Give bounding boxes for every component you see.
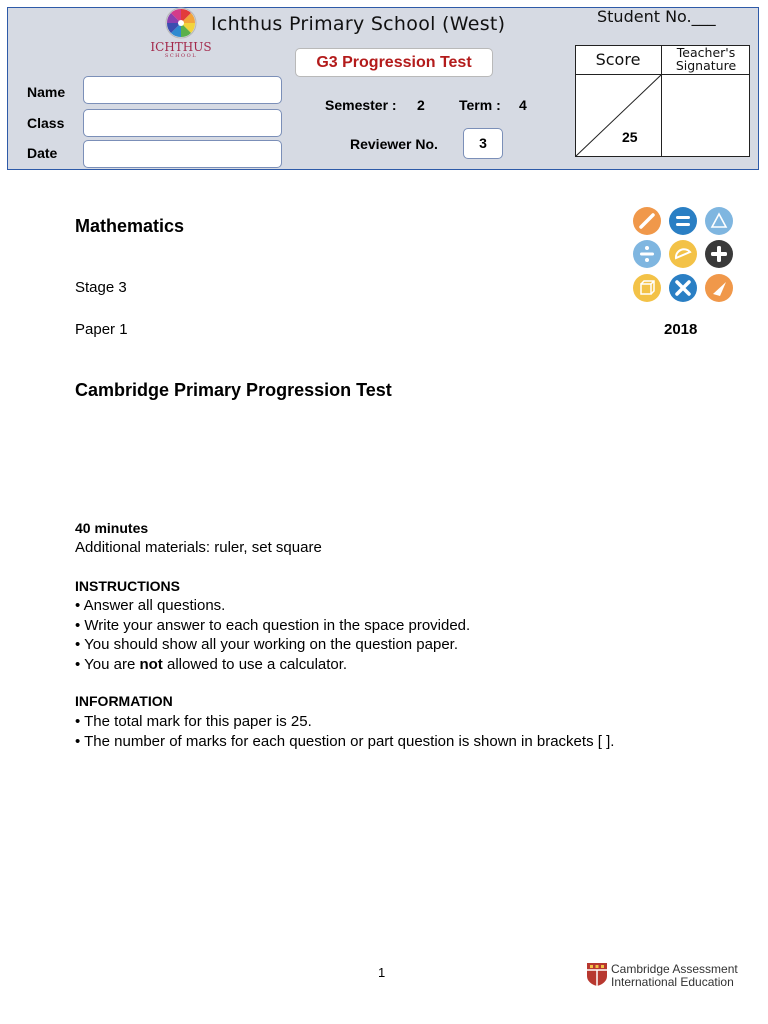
semester-value: 2 — [417, 97, 425, 113]
name-field[interactable] — [83, 76, 282, 104]
cube-icon — [633, 274, 661, 302]
instruction-calc-emphasis: not — [139, 655, 163, 673]
divide-icon — [633, 240, 661, 268]
information-item: • The number of marks for each question or part question is shown in brackets [ ]. — [75, 732, 615, 750]
score-total: 25 — [622, 129, 638, 145]
instruction-calc-suffix: allowed to use a calculator. — [162, 655, 348, 673]
logo-wordmark: ICHTHUS — [150, 40, 212, 54]
instruction-calc-prefix: • You are — [75, 655, 140, 673]
paper-label: Paper 1 — [75, 321, 128, 338]
student-number-label: Student No.___ — [597, 7, 716, 26]
class-label: Class — [27, 115, 65, 131]
publisher-name-line2: International Education — [611, 975, 734, 989]
subject-title: Mathematics — [75, 216, 185, 236]
duration: 40 minutes — [75, 520, 149, 536]
reviewer-number-field[interactable]: 3 — [463, 128, 503, 159]
name-label: Name — [27, 84, 66, 100]
instruction-item: • Write your answer to each question in the space provided. — [75, 616, 471, 634]
date-field[interactable] — [83, 140, 282, 168]
information-heading: INFORMATION — [75, 693, 173, 709]
score-entry-cell[interactable] — [575, 75, 661, 157]
date-label: Date — [27, 145, 58, 161]
additional-materials: Additional materials: ruler, set square — [75, 539, 322, 556]
math-icons-grid — [628, 202, 740, 308]
term-value: 4 — [519, 97, 527, 113]
set-square-icon — [705, 274, 733, 302]
term-label: Term : — [459, 97, 501, 113]
logo-subtext: SCHOOL — [164, 53, 198, 59]
test-title-badge: G3 Progression Test — [295, 48, 493, 77]
pencil-icon — [633, 207, 661, 235]
instruction-item: • Answer all questions. — [75, 597, 226, 614]
protractor-icon — [669, 240, 697, 268]
multiply-icon — [669, 274, 697, 302]
publisher-name-line1: Cambridge Assessment — [611, 962, 738, 976]
teacher-signature-header — [662, 46, 750, 72]
teacher-signature-line2: Signature — [675, 58, 737, 73]
cambridge-shield-icon — [586, 962, 608, 987]
class-field[interactable] — [83, 109, 282, 137]
school-name: Ichthus Primary School (West) — [211, 13, 506, 35]
reviewer-label: Reviewer No. — [350, 136, 438, 152]
test-name: Cambridge Primary Progression Test — [75, 380, 392, 400]
instructions-heading: INSTRUCTIONS — [75, 578, 180, 594]
triangle-icon — [705, 207, 733, 235]
instruction-item: • You should show all your working on the question paper. — [75, 636, 459, 653]
information-list — [75, 712, 614, 751]
year-label: 2018 — [664, 321, 698, 338]
equals-icon — [669, 207, 697, 235]
plus-icon — [705, 240, 733, 268]
information-item: • The total mark for this paper is 25. — [75, 713, 312, 730]
teacher-signature-cell[interactable] — [662, 75, 750, 157]
score-header: Score — [595, 50, 641, 69]
teacher-signature-line1: Teacher's — [676, 45, 736, 60]
instruction-item-calculator — [75, 655, 470, 675]
semester-label: Semester : — [325, 97, 397, 113]
page-number: 1 — [378, 965, 386, 980]
instructions-list — [75, 596, 470, 674]
stage-label: Stage 3 — [75, 279, 127, 296]
